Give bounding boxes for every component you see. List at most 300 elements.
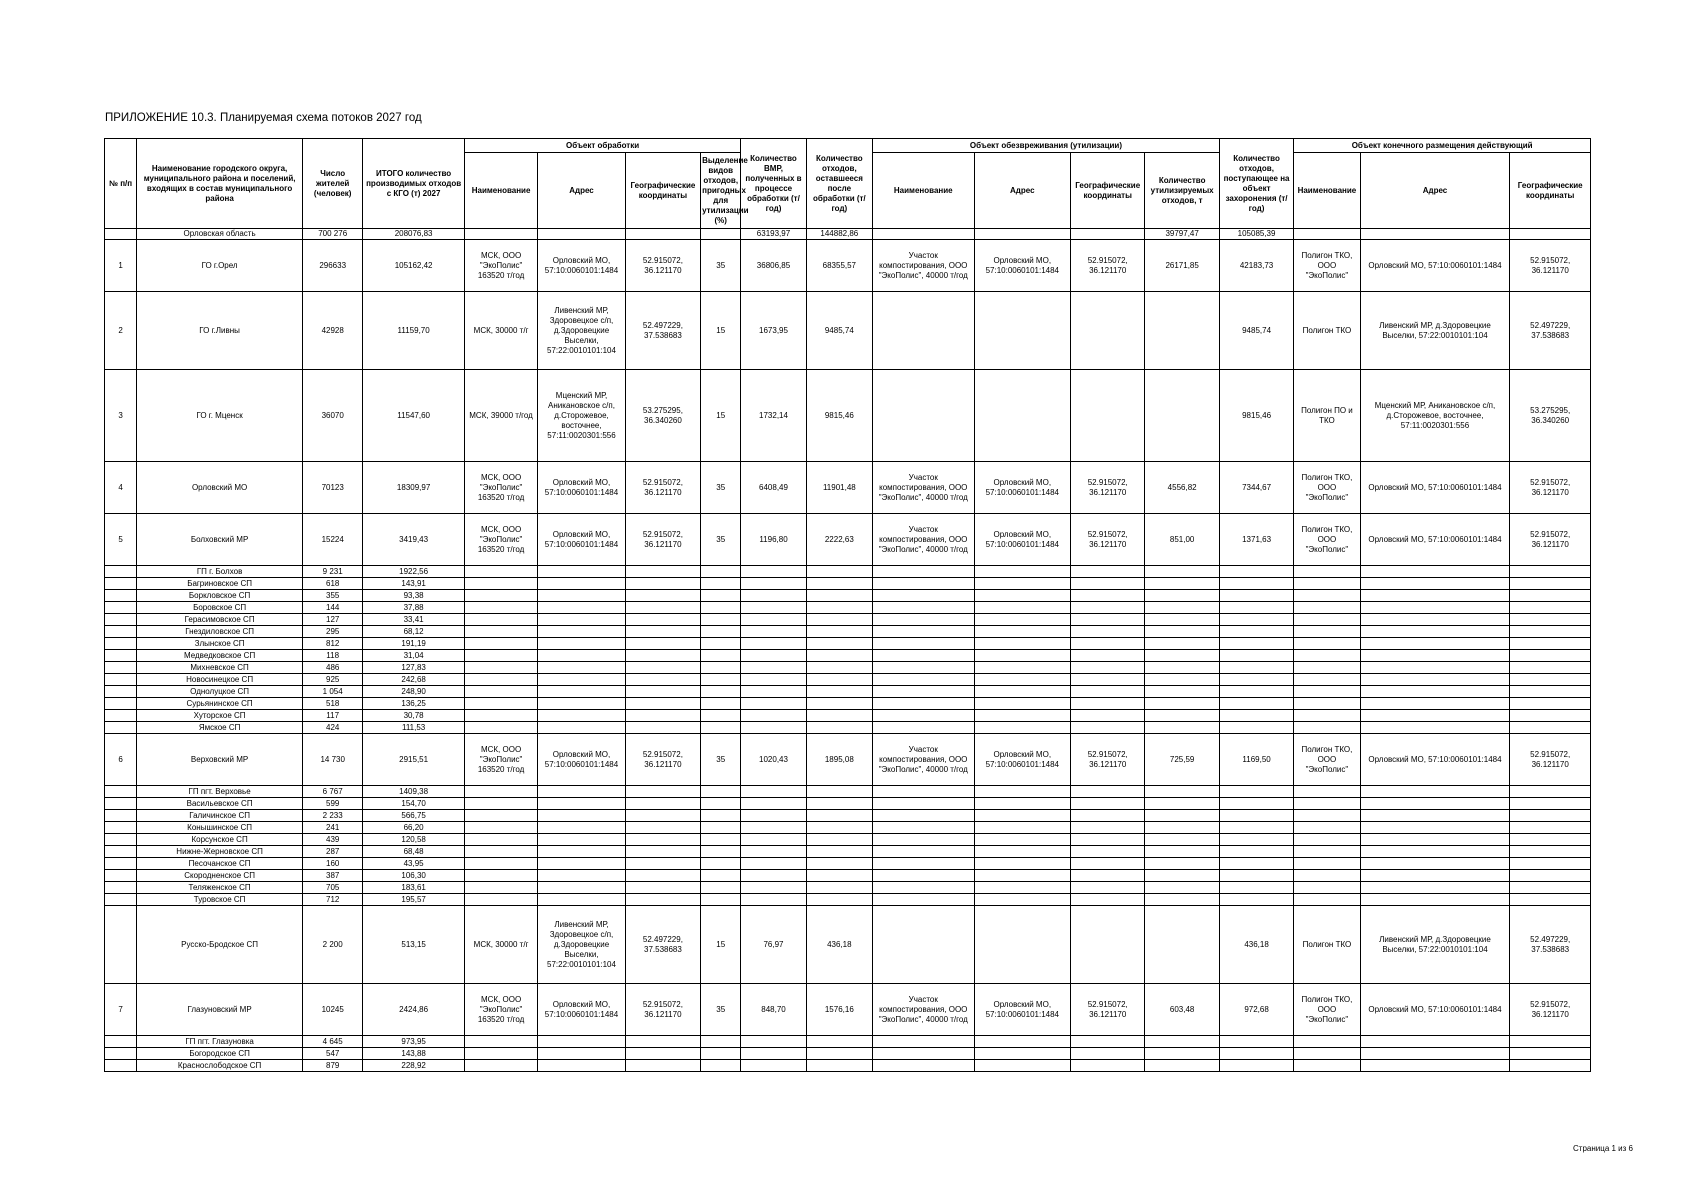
- table-cell: [806, 710, 872, 722]
- cell-vmr: 1196,80: [741, 514, 806, 566]
- cell-name: Русско-Бродское СП: [137, 906, 303, 984]
- settlement-row: [105, 894, 1591, 906]
- settlement-row: [105, 1036, 1591, 1048]
- table-row: [105, 292, 1591, 370]
- cell-population: 14 730: [303, 734, 363, 786]
- table-cell: [464, 578, 537, 590]
- table-cell: [1510, 710, 1591, 722]
- table-cell: [974, 722, 1071, 734]
- cell-num: 4: [105, 462, 137, 514]
- table-cell: [741, 650, 806, 662]
- table-cell: [741, 870, 806, 882]
- table-cell: [1219, 858, 1293, 870]
- cell-remaining: 436,18: [806, 906, 872, 984]
- table-cell: [701, 590, 741, 602]
- table-cell: [538, 686, 625, 698]
- table-cell: [1294, 722, 1360, 734]
- cell-neut-name: [873, 370, 975, 462]
- table-cell: [1294, 894, 1360, 906]
- table-cell: [105, 1060, 137, 1072]
- col-proc-name: Наименование: [464, 153, 537, 229]
- table-cell: [538, 822, 625, 834]
- table-cell: [105, 1036, 137, 1048]
- cell-disp-name: Полигон ТКО, ООО "ЭкоПолис": [1294, 734, 1360, 786]
- cell-proc-name: МСК, ООО "ЭкоПолис" 163520 т/год: [464, 984, 537, 1036]
- settlement-population: 599: [303, 798, 363, 810]
- table-cell: [1294, 798, 1360, 810]
- cell-neut-qty: [1145, 370, 1219, 462]
- table-cell: [701, 1048, 741, 1060]
- settlement-row: [105, 650, 1591, 662]
- table-cell: [464, 1060, 537, 1072]
- table-cell: [873, 638, 975, 650]
- table-cell: [1145, 650, 1219, 662]
- settlement-row: [105, 602, 1591, 614]
- table-cell: [538, 602, 625, 614]
- cell-disp-coords: 52.497229, 37.538683: [1510, 292, 1591, 370]
- table-cell: [1219, 1048, 1293, 1060]
- settlement-row: [105, 1060, 1591, 1072]
- table-cell: [1219, 578, 1293, 590]
- table-cell: [873, 614, 975, 626]
- table-cell: [701, 710, 741, 722]
- table-cell: [538, 798, 625, 810]
- table-cell: [1071, 822, 1145, 834]
- page-footer: Страница 1 из 6: [1573, 1144, 1633, 1153]
- table-cell: [806, 686, 872, 698]
- table-cell: [1294, 822, 1360, 834]
- table-cell: [873, 846, 975, 858]
- settlement-population: 2 233: [303, 810, 363, 822]
- table-cell: [1071, 602, 1145, 614]
- settlement-total: 143,91: [363, 578, 465, 590]
- table-cell: [1294, 1036, 1360, 1048]
- table-cell: [1145, 1048, 1219, 1060]
- table-row: [105, 514, 1591, 566]
- cell-share: 15: [701, 370, 741, 462]
- table-cell: [464, 722, 537, 734]
- col-disp-name: Наименование: [1294, 153, 1360, 229]
- group-neutralization: Объект обезвреживания (утилизации): [873, 139, 1220, 153]
- table-cell: [701, 722, 741, 734]
- cell-population: 296633: [303, 240, 363, 292]
- cell-disp-coords: 52.915072, 36.121170: [1510, 984, 1591, 1036]
- table-row: [105, 734, 1591, 786]
- table-cell: [464, 834, 537, 846]
- cell-neut-name: Участок компостирования, ООО "ЭкоПолис", 40000 т/год: [873, 984, 975, 1036]
- table-cell: [1510, 614, 1591, 626]
- cell-neut-qty: [1145, 906, 1219, 984]
- cell-name: Болховский МР: [137, 514, 303, 566]
- table-cell: [625, 229, 700, 240]
- group-processing: Объект обработки: [464, 139, 740, 153]
- table-cell: [873, 858, 975, 870]
- table-cell: [873, 566, 975, 578]
- table-cell: [1360, 786, 1510, 798]
- settlement-name: Однолуцкое СП: [137, 686, 303, 698]
- settlement-population: 117: [303, 710, 363, 722]
- table-cell: [873, 674, 975, 686]
- table-cell: [105, 614, 137, 626]
- cell-num: [105, 906, 137, 984]
- table-cell: [1294, 1060, 1360, 1072]
- settlement-name: Васильевское СП: [137, 798, 303, 810]
- table-cell: [974, 1036, 1071, 1048]
- settlement-total: 33,41: [363, 614, 465, 626]
- table-cell: [625, 638, 700, 650]
- settlement-total: 143,88: [363, 1048, 465, 1060]
- table-cell: [1360, 1048, 1510, 1060]
- cell-neut-qty: 603,48: [1145, 984, 1219, 1036]
- table-cell: [1071, 870, 1145, 882]
- table-cell: [538, 698, 625, 710]
- table-cell: [625, 870, 700, 882]
- table-cell: [1145, 602, 1219, 614]
- settlement-row: [105, 822, 1591, 834]
- settlement-name: Хуторское СП: [137, 710, 303, 722]
- cell-remaining: 2222,63: [806, 514, 872, 566]
- table-cell: [1360, 602, 1510, 614]
- table-cell: [538, 858, 625, 870]
- settlement-total: 1409,38: [363, 786, 465, 798]
- col-disp-addr: Адрес: [1360, 153, 1510, 229]
- table-cell: [1360, 1036, 1510, 1048]
- table-cell: [1145, 1036, 1219, 1048]
- table-cell: [464, 614, 537, 626]
- table-cell: [538, 870, 625, 882]
- cell-population: 15224: [303, 514, 363, 566]
- settlement-total: 248,90: [363, 686, 465, 698]
- region-vmr: 63193,97: [741, 229, 806, 240]
- table-cell: [1510, 822, 1591, 834]
- table-cell: [1360, 638, 1510, 650]
- table-cell: [1219, 614, 1293, 626]
- table-cell: [105, 822, 137, 834]
- cell-neut-coords: [1071, 906, 1145, 984]
- cell-neut-qty: [1145, 292, 1219, 370]
- settlement-row: [105, 798, 1591, 810]
- table-cell: [873, 698, 975, 710]
- table-cell: [873, 686, 975, 698]
- table-cell: [1510, 674, 1591, 686]
- settlement-row: [105, 674, 1591, 686]
- table-cell: [741, 894, 806, 906]
- table-cell: [625, 698, 700, 710]
- table-cell: [1360, 626, 1510, 638]
- cell-to-burial: 9485,74: [1219, 292, 1293, 370]
- cell-proc-coords: 52.497229, 37.538683: [625, 906, 700, 984]
- table-cell: [625, 566, 700, 578]
- cell-total: 105162,42: [363, 240, 465, 292]
- settlement-population: 705: [303, 882, 363, 894]
- cell-proc-name: МСК, ООО "ЭкоПолис" 163520 т/год: [464, 734, 537, 786]
- table-cell: [741, 686, 806, 698]
- document-title: ПРИЛОЖЕНИЕ 10.3. Планируемая схема потоков 2027 год: [105, 112, 422, 124]
- table-cell: [1360, 870, 1510, 882]
- cell-disp-name: Полигон ТКО, ООО "ЭкоПолис": [1294, 462, 1360, 514]
- table-cell: [1145, 674, 1219, 686]
- table-cell: [1071, 786, 1145, 798]
- cell-neut-addr: Орловский МО, 57:10:0060101:1484: [974, 514, 1071, 566]
- table-cell: [806, 590, 872, 602]
- table-cell: [625, 722, 700, 734]
- table-cell: [974, 590, 1071, 602]
- table-cell: [625, 1060, 700, 1072]
- table-cell: [701, 786, 741, 798]
- table-cell: [538, 590, 625, 602]
- cell-num: 3: [105, 370, 137, 462]
- table-cell: [741, 566, 806, 578]
- table-cell: [701, 882, 741, 894]
- col-num: № п/п: [105, 139, 137, 229]
- table-cell: [974, 229, 1071, 240]
- table-cell: [1071, 590, 1145, 602]
- cell-neut-qty: 851,00: [1145, 514, 1219, 566]
- table-cell: [1219, 638, 1293, 650]
- table-cell: [538, 626, 625, 638]
- cell-proc-addr: Ливенский МР, Здоровецкое с/п, д.Здоровецкие Выселки, 57:22:0010101:104: [538, 292, 625, 370]
- cell-disp-addr: Орловский МО, 57:10:0060101:1484: [1360, 240, 1510, 292]
- table-cell: [625, 626, 700, 638]
- table-cell: [974, 710, 1071, 722]
- table-cell: [806, 722, 872, 734]
- table-cell: [1360, 894, 1510, 906]
- cell-name: Верховский МР: [137, 734, 303, 786]
- cell-total: 11547,60: [363, 370, 465, 462]
- cell-num: 2: [105, 292, 137, 370]
- cell-disp-coords: 52.915072, 36.121170: [1510, 240, 1591, 292]
- col-neut-coords: Географические координаты: [1071, 153, 1145, 229]
- table-cell: [873, 882, 975, 894]
- col-proc-share: Выделение видов отходов, пригодных для утилизации (%): [701, 153, 741, 229]
- table-cell: [873, 786, 975, 798]
- table-cell: [105, 1048, 137, 1060]
- table-cell: [1360, 822, 1510, 834]
- table-cell: [1360, 846, 1510, 858]
- table-cell: [701, 798, 741, 810]
- table-cell: [464, 650, 537, 662]
- table-row: [105, 984, 1591, 1036]
- table-cell: [1294, 566, 1360, 578]
- cell-to-burial: 1371,63: [1219, 514, 1293, 566]
- table-cell: [806, 566, 872, 578]
- table-cell: [1071, 686, 1145, 698]
- settlement-name: Скородненское СП: [137, 870, 303, 882]
- settlement-total: 43,95: [363, 858, 465, 870]
- table-cell: [1294, 858, 1360, 870]
- cell-disp-addr: Орловский МО, 57:10:0060101:1484: [1360, 462, 1510, 514]
- table-cell: [105, 798, 137, 810]
- table-cell: [741, 1060, 806, 1072]
- cell-to-burial: 7344,67: [1219, 462, 1293, 514]
- table-cell: [1145, 710, 1219, 722]
- settlement-population: 486: [303, 662, 363, 674]
- settlement-population: 287: [303, 846, 363, 858]
- table-cell: [741, 858, 806, 870]
- table-cell: [1360, 810, 1510, 822]
- table-cell: [701, 650, 741, 662]
- cell-neut-coords: [1071, 370, 1145, 462]
- table-cell: [1294, 882, 1360, 894]
- settlement-total: 183,61: [363, 882, 465, 894]
- settlement-population: 925: [303, 674, 363, 686]
- table-cell: [538, 834, 625, 846]
- table-cell: [701, 846, 741, 858]
- cell-num: 7: [105, 984, 137, 1036]
- table-cell: [1219, 822, 1293, 834]
- settlement-population: 439: [303, 834, 363, 846]
- cell-population: 2 200: [303, 906, 363, 984]
- col-disp-coords: Географические координаты: [1510, 153, 1591, 229]
- cell-remaining: 68355,57: [806, 240, 872, 292]
- table-cell: [538, 614, 625, 626]
- table-cell: [464, 1048, 537, 1060]
- cell-name: Орловский МО: [137, 462, 303, 514]
- table-cell: [1360, 798, 1510, 810]
- table-cell: [464, 698, 537, 710]
- table-cell: [873, 626, 975, 638]
- cell-vmr: 76,97: [741, 906, 806, 984]
- table-cell: [538, 722, 625, 734]
- cell-vmr: 1732,14: [741, 370, 806, 462]
- cell-name: ГО г.Ливны: [137, 292, 303, 370]
- settlement-name: Конышинское СП: [137, 822, 303, 834]
- table-cell: [1360, 578, 1510, 590]
- table-cell: [1294, 810, 1360, 822]
- table-cell: [741, 626, 806, 638]
- col-total: ИТОГО количество производимых отходов с КГО (т) 2027: [363, 139, 465, 229]
- cell-proc-addr: Орловский МО, 57:10:0060101:1484: [538, 734, 625, 786]
- settlement-population: 618: [303, 578, 363, 590]
- table-cell: [105, 810, 137, 822]
- table-cell: [1510, 662, 1591, 674]
- cell-neut-name: Участок компостирования, ООО "ЭкоПолис", 40000 т/год: [873, 462, 975, 514]
- table-cell: [105, 882, 137, 894]
- cell-remaining: 11901,48: [806, 462, 872, 514]
- table-cell: [741, 638, 806, 650]
- table-cell: [1510, 686, 1591, 698]
- table-cell: [806, 1048, 872, 1060]
- table-cell: [1219, 626, 1293, 638]
- table-cell: [625, 674, 700, 686]
- table-cell: [625, 686, 700, 698]
- table-cell: [538, 810, 625, 822]
- table-cell: [105, 894, 137, 906]
- table-cell: [873, 650, 975, 662]
- table-cell: [1071, 710, 1145, 722]
- table-cell: [701, 614, 741, 626]
- table-cell: [1294, 229, 1360, 240]
- table-cell: [625, 602, 700, 614]
- table-cell: [538, 650, 625, 662]
- cell-vmr: 848,70: [741, 984, 806, 1036]
- table-cell: [1219, 590, 1293, 602]
- settlement-row: [105, 614, 1591, 626]
- cell-name: Глазуновский МР: [137, 984, 303, 1036]
- col-neut-name: Наименование: [873, 153, 975, 229]
- cell-neut-qty: 725,59: [1145, 734, 1219, 786]
- col-proc-coords: Географические координаты: [625, 153, 700, 229]
- table-cell: [1145, 798, 1219, 810]
- table-cell: [873, 798, 975, 810]
- cell-neut-name: [873, 292, 975, 370]
- cell-proc-name: МСК, 30000 т/г: [464, 292, 537, 370]
- cell-population: 10245: [303, 984, 363, 1036]
- settlement-name: Галичинское СП: [137, 810, 303, 822]
- cell-total: 11159,70: [363, 292, 465, 370]
- table-cell: [464, 638, 537, 650]
- table-cell: [105, 674, 137, 686]
- settlement-population: 118: [303, 650, 363, 662]
- settlement-name: Туровское СП: [137, 894, 303, 906]
- table-cell: [701, 674, 741, 686]
- table-cell: [625, 1048, 700, 1060]
- table-cell: [105, 578, 137, 590]
- table-cell: [701, 822, 741, 834]
- table-cell: [1071, 1036, 1145, 1048]
- table-cell: [974, 786, 1071, 798]
- table-cell: [974, 674, 1071, 686]
- table-cell: [464, 858, 537, 870]
- table-cell: [806, 822, 872, 834]
- table-cell: [538, 674, 625, 686]
- settlement-total: 154,70: [363, 798, 465, 810]
- table-cell: [1219, 566, 1293, 578]
- table-cell: [806, 858, 872, 870]
- cell-disp-name: Полигон ТКО: [1294, 292, 1360, 370]
- table-cell: [873, 590, 975, 602]
- col-to-burial: Количество отходов, поступающее на объект захоронения (т/год): [1219, 139, 1293, 229]
- table-cell: [1145, 870, 1219, 882]
- table-cell: [538, 786, 625, 798]
- table-cell: [806, 638, 872, 650]
- table-cell: [1071, 894, 1145, 906]
- cell-neut-coords: 52.915072, 36.121170: [1071, 240, 1145, 292]
- table-cell: [625, 798, 700, 810]
- table-cell: [1219, 834, 1293, 846]
- table-cell: [1510, 786, 1591, 798]
- table-cell: [1294, 710, 1360, 722]
- table-cell: [806, 626, 872, 638]
- cell-proc-name: МСК, ООО "ЭкоПолис" 163520 т/год: [464, 514, 537, 566]
- settlement-name: ГП пгт. Глазуновка: [137, 1036, 303, 1048]
- table-cell: [105, 662, 137, 674]
- table-cell: [873, 1036, 975, 1048]
- settlement-row: [105, 882, 1591, 894]
- col-vmr: Количество ВМР, полученных в процессе обработки (т/год): [741, 139, 806, 229]
- table-cell: [974, 686, 1071, 698]
- table-cell: [1510, 650, 1591, 662]
- settlement-name: Герасимовское СП: [137, 614, 303, 626]
- table-cell: [974, 1060, 1071, 1072]
- table-cell: [806, 870, 872, 882]
- cell-num: 6: [105, 734, 137, 786]
- table-cell: [464, 1036, 537, 1048]
- table-cell: [873, 229, 975, 240]
- cell-name: ГО г.Орел: [137, 240, 303, 292]
- table-cell: [873, 810, 975, 822]
- table-cell: [105, 638, 137, 650]
- settlement-population: 424: [303, 722, 363, 734]
- table-cell: [1071, 662, 1145, 674]
- settlement-population: 241: [303, 822, 363, 834]
- table-cell: [741, 722, 806, 734]
- table-cell: [741, 614, 806, 626]
- table-cell: [1145, 638, 1219, 650]
- table-cell: [741, 674, 806, 686]
- table-cell: [741, 1036, 806, 1048]
- table-cell: [806, 602, 872, 614]
